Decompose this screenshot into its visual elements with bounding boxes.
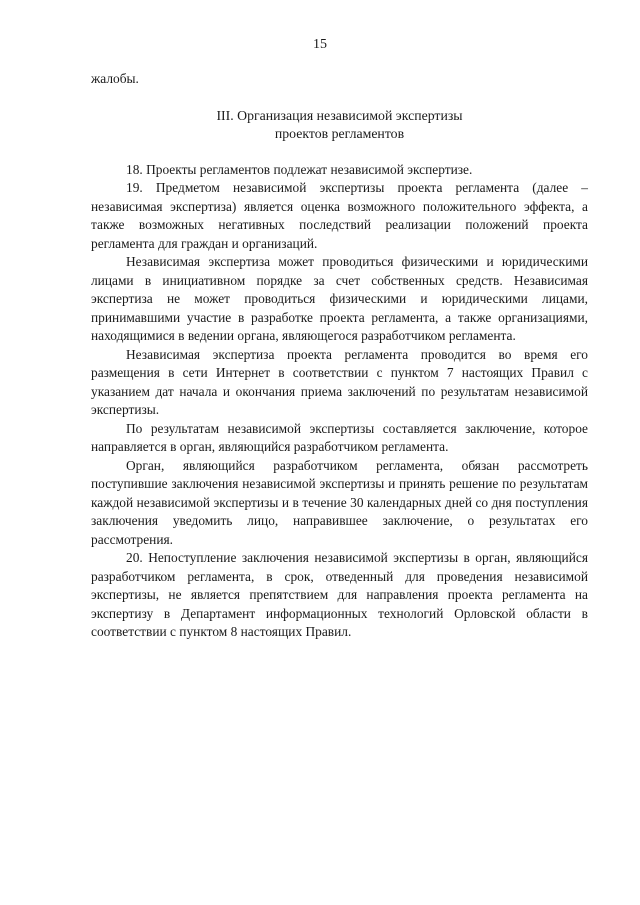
section-heading — [91, 107, 588, 144]
paragraph-independent-expertise-when: Независимая экспертиза проекта регламента проводится во время его размещения в сети Интернет в соответствии с пунктом 7 настоящих Правил с указанием дат начала и окончания приема заключений по результатам независимой экспертизы. — [91, 346, 588, 417]
section-heading-line-1: III. Организация независимой экспертизы — [216, 107, 463, 123]
continued-text-fragment: жалобы. — [91, 71, 139, 86]
paragraph-18: 18. Проекты регламентов подлежат независимой экспертизе. — [126, 161, 473, 177]
paragraph-expertise-conclusion: По результатам независимой экспертизы составляется заключение, которое направляется в орган, являющийся разработчиком регламента. — [91, 420, 588, 454]
document-body — [91, 70, 588, 642]
section-heading-line-2: проектов регламентов — [274, 126, 405, 141]
page-number: 15 — [313, 37, 327, 52]
paragraph-developer-obligations: Орган, являющийся разработчиком регламента, обязан рассмотреть поступившие заключения независимой экспертизы и принять решение по результатам каждой независимой экспертизы и в течение 30 календарных дней со дня поступления заключения уведомить лицо, направившее заключение, о результатах его рассмотрения. — [91, 457, 588, 547]
paragraph-20: 20. Непоступление заключения независимой экспертизы в орган, являющийся разработчиком регламента, в срок, отведенный для проведения независимой экспертизы, не является препятствием для направления проекта регламента на экспертизу в Департамент информационных технологий Орловской области в соответствии с пунктом 8 настоящих Правил. — [91, 550, 588, 639]
paragraph-19: 19. Предметом независимой экспертизы проекта регламента (далее – независимая экспертиза) является оценка возможного положительного эффекта, а также возможных негативных последствий реализации положений проекта регламента для граждан и организаций. — [91, 180, 588, 251]
paragraph-independent-expertise-who: Независимая экспертиза может проводиться физическими и юридическими лицами в инициативном порядке за счет собственных средств. Независимая экспертиза не может проводиться физическими и юридическими лицами, принимавшими участие в разработке проекта регламента, а также организациями, находящимися в ведении органа, являющегося разработчиком регламента. — [91, 254, 588, 343]
